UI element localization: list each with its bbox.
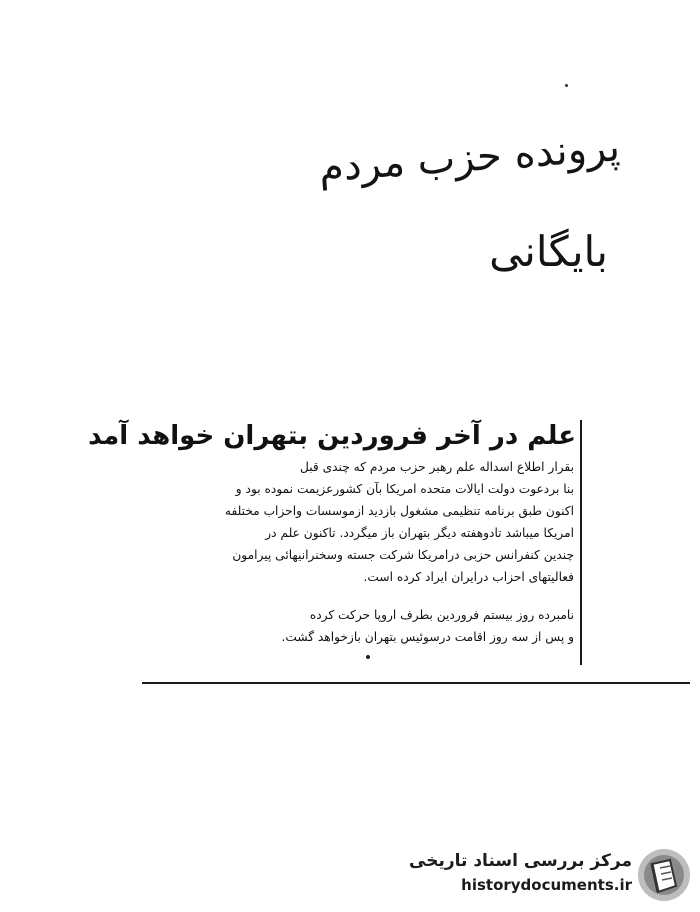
book-logo-icon <box>636 846 692 904</box>
footer-text <box>409 848 632 896</box>
org-url: historydocuments.ir <box>461 876 632 894</box>
ink-speck <box>565 84 568 87</box>
paragraph-1-line: فعالیتهای احزاب درایران ایراد کرده است. <box>363 570 574 584</box>
paragraph-1-line: بقرار اطلاع اسداله علم رهبر حزب مردم که چندی قبل <box>300 460 574 474</box>
handwritten-subtitle: بایگانی <box>489 227 608 276</box>
clipping-paragraph-1 <box>112 456 574 588</box>
paragraph-1-line: اکنون طبق برنامه تنظیمی مشغول بازدید ازموسسات واحزاب مختلفه <box>224 504 574 518</box>
paragraph-2-line: نامبرده روز بیستم فروردین بطرف اروپا حرکت کرده <box>309 608 574 622</box>
handwritten-title: پرونده حزب مردم <box>317 124 622 192</box>
org-name: مرکز بررسی اسناد تاریخی <box>409 851 632 871</box>
clipping-headline: علم در آخر فروردین بتهران خواهد آمد <box>88 421 576 451</box>
watermark-footer <box>410 846 694 904</box>
paragraph-2-line: و پس از سه روز اقامت درسوئیس بتهران بازخواهد گشت. <box>281 630 574 644</box>
clipping-border-bottom <box>142 682 690 684</box>
paragraph-1-line: بنا بردعوت دولت ایالات متحده امریکا بآن کشورعزیمت نموده بود و <box>235 482 574 496</box>
paragraph-1-line: امریکا میباشد تادوهفته دیگر بتهران باز میگردد. تاکنون علم در <box>265 526 574 540</box>
ink-dot <box>366 655 370 659</box>
paragraph-1-line: چندین کنفرانس حزبی درامریکا شرکت جسته وسخنرانیهائی پیرامون <box>232 548 574 562</box>
clipping-paragraph-2 <box>112 604 574 648</box>
clipping-border-right <box>580 420 582 665</box>
newspaper-clipping <box>88 418 584 663</box>
